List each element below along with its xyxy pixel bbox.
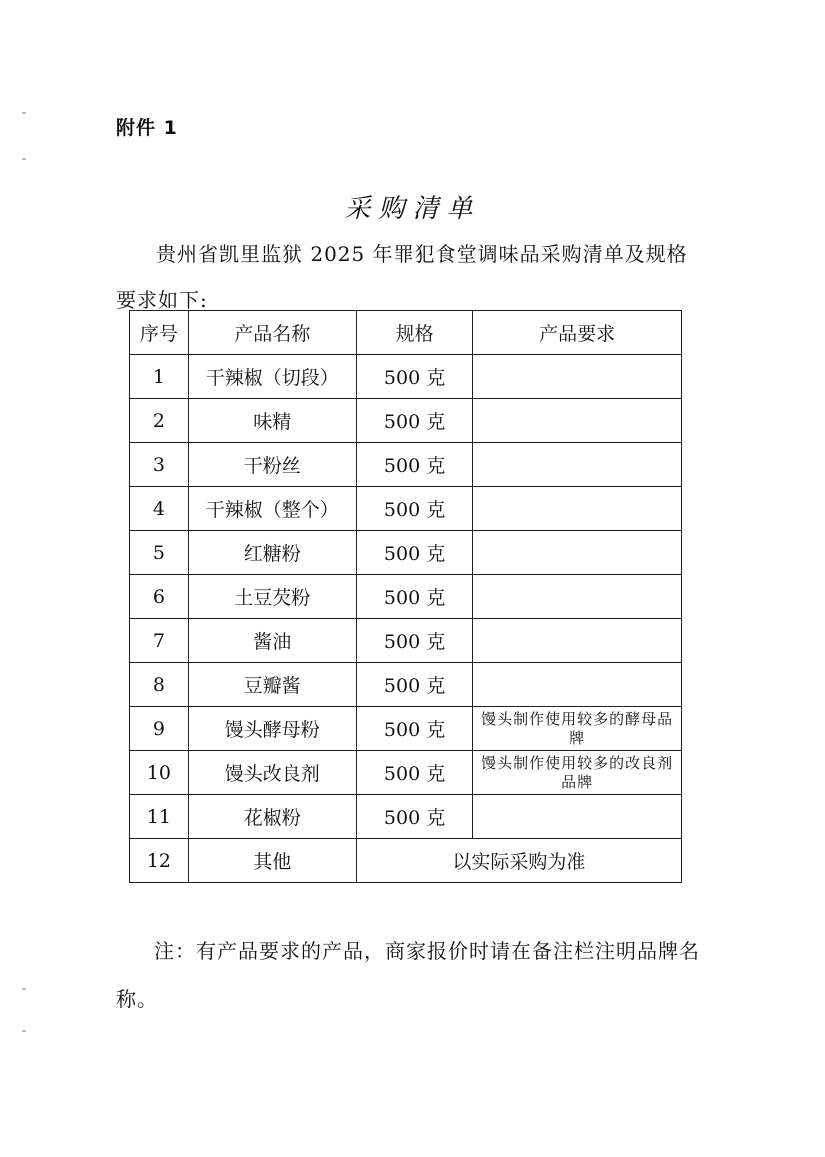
header-index: 序号 — [130, 311, 189, 355]
intro-paragraph: 贵州省凯里监狱 2025 年罪犯食堂调味品采购清单及规格要求如下: — [116, 242, 688, 312]
scan-mark — [22, 1030, 26, 1032]
header-spec: 规格 — [356, 311, 472, 355]
row-requirement — [473, 575, 682, 619]
row-index: 7 — [130, 619, 189, 663]
row-requirement: 馒头制作使用较多的酵母品牌 — [473, 707, 682, 751]
row-requirement — [473, 487, 682, 531]
scan-mark — [22, 112, 26, 114]
table-row — [130, 795, 682, 839]
row-index: 2 — [130, 399, 189, 443]
row-requirement — [473, 663, 682, 707]
row-index: 11 — [130, 795, 189, 839]
row-product-name: 红糖粉 — [188, 531, 356, 575]
row-spec: 500 克 — [356, 355, 472, 399]
table-row-other — [130, 839, 682, 883]
row-product-name: 酱油 — [188, 619, 356, 663]
table-row — [130, 355, 682, 399]
row-index: 12 — [130, 839, 189, 883]
row-requirement — [473, 619, 682, 663]
row-product-name: 干辣椒（整个） — [188, 487, 356, 531]
row-requirement — [473, 795, 682, 839]
scan-mark — [22, 988, 26, 990]
row-spec: 500 克 — [356, 619, 472, 663]
row-index: 6 — [130, 575, 189, 619]
row-index: 3 — [130, 443, 189, 487]
row-index: 5 — [130, 531, 189, 575]
table-row — [130, 443, 682, 487]
row-spec: 500 克 — [356, 707, 472, 751]
row-index: 4 — [130, 487, 189, 531]
row-spec: 500 克 — [356, 663, 472, 707]
row-product-name: 馒头改良剂 — [188, 751, 356, 795]
row-requirement: 馒头制作使用较多的改良剂品牌 — [473, 751, 682, 795]
row-spec: 500 克 — [356, 487, 472, 531]
table-row — [130, 531, 682, 575]
attachment-label: 附件 1 — [116, 117, 178, 139]
table-header-row — [130, 311, 682, 355]
procurement-table — [129, 310, 682, 883]
row-product-name: 味精 — [188, 399, 356, 443]
row-requirement — [473, 531, 682, 575]
table-body — [130, 355, 682, 839]
document-title: 采购清单 — [344, 194, 481, 224]
table-row — [130, 619, 682, 663]
table-row — [130, 487, 682, 531]
table-row — [130, 575, 682, 619]
row-spec: 500 克 — [356, 751, 472, 795]
scan-mark — [22, 158, 26, 160]
table-row — [130, 707, 682, 751]
row-spec: 500 克 — [356, 399, 472, 443]
row-index: 1 — [130, 355, 189, 399]
row-spec: 500 克 — [356, 795, 472, 839]
header-requirement: 产品要求 — [473, 311, 682, 355]
table-row — [130, 399, 682, 443]
row-product-name: 干粉丝 — [188, 443, 356, 487]
table-row — [130, 663, 682, 707]
row-spec: 500 克 — [356, 443, 472, 487]
row-requirement — [473, 399, 682, 443]
row-product-name: 馒头酵母粉 — [188, 707, 356, 751]
row-spec: 500 克 — [356, 531, 472, 575]
table-row — [130, 751, 682, 795]
header-product-name: 产品名称 — [188, 311, 356, 355]
row-merged-note: 以实际采购为准 — [356, 839, 681, 883]
row-index: 10 — [130, 751, 189, 795]
row-product-name: 花椒粉 — [188, 795, 356, 839]
row-product-name: 豆瓣酱 — [188, 663, 356, 707]
row-requirement — [473, 443, 682, 487]
footnote: 注：有产品要求的产品，商家报价时请在备注栏注明品牌名称。 — [116, 939, 700, 1011]
row-spec: 500 克 — [356, 575, 472, 619]
row-requirement — [473, 355, 682, 399]
row-product-name: 干辣椒（切段） — [188, 355, 356, 399]
row-index: 8 — [130, 663, 189, 707]
row-index: 9 — [130, 707, 189, 751]
row-product-name: 其他 — [188, 839, 356, 883]
row-product-name: 土豆芡粉 — [188, 575, 356, 619]
